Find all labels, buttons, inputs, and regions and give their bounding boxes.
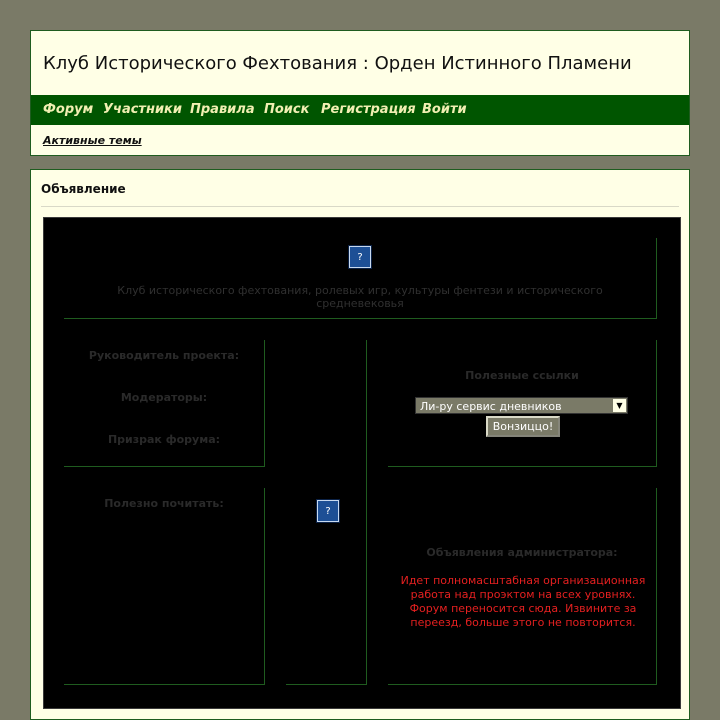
announcement-title: Объявление (41, 182, 126, 196)
nav-members[interactable]: Участники (103, 102, 182, 117)
question-icon: ? (349, 246, 371, 268)
nav-login[interactable]: Войти (422, 102, 467, 117)
club-tagline: Клуб исторического фехтования, ролевых игр, культуры фентези и исторического средневековья (117, 284, 603, 310)
announcement-box (30, 169, 690, 720)
nav-search[interactable]: Поиск (264, 102, 310, 117)
site-title: Клуб Исторического Фехтования : Орден Истинного Пламени (43, 53, 632, 74)
links-select[interactable] (415, 397, 628, 414)
links-select-value: Ли-ру сервис дневников (420, 400, 562, 413)
go-button[interactable]: Вонзиццо! (486, 416, 560, 437)
header-box (30, 30, 690, 156)
admin-message: Идет полномасштабная организационная работа над проэктом на всех уровнях. Форум переносится сюда. Извините за переезд, больше этого не повторится. (400, 574, 646, 629)
links-title: Полезные ссылки (465, 369, 579, 382)
reading-cell (64, 488, 265, 685)
role-ghost: Призрак форума: (107, 433, 221, 446)
announcement-panel (43, 217, 681, 709)
navbar (31, 95, 689, 125)
role-moderators: Модераторы: (120, 391, 208, 404)
role-project-lead: Руководитель проекта: (88, 349, 240, 362)
question-icon: ? (317, 500, 339, 522)
chevron-down-icon[interactable]: ▼ (613, 399, 626, 412)
nav-rules[interactable]: Правила (190, 102, 255, 117)
nav-register[interactable]: Регистрация (321, 102, 416, 117)
nav-forum[interactable]: Форум (43, 102, 94, 117)
active-topics-link[interactable]: Активные темы (43, 134, 142, 147)
reading-title: Полезно почитать: (104, 497, 224, 510)
admin-title: Объявления администратора: (426, 546, 618, 559)
divider (41, 206, 679, 207)
